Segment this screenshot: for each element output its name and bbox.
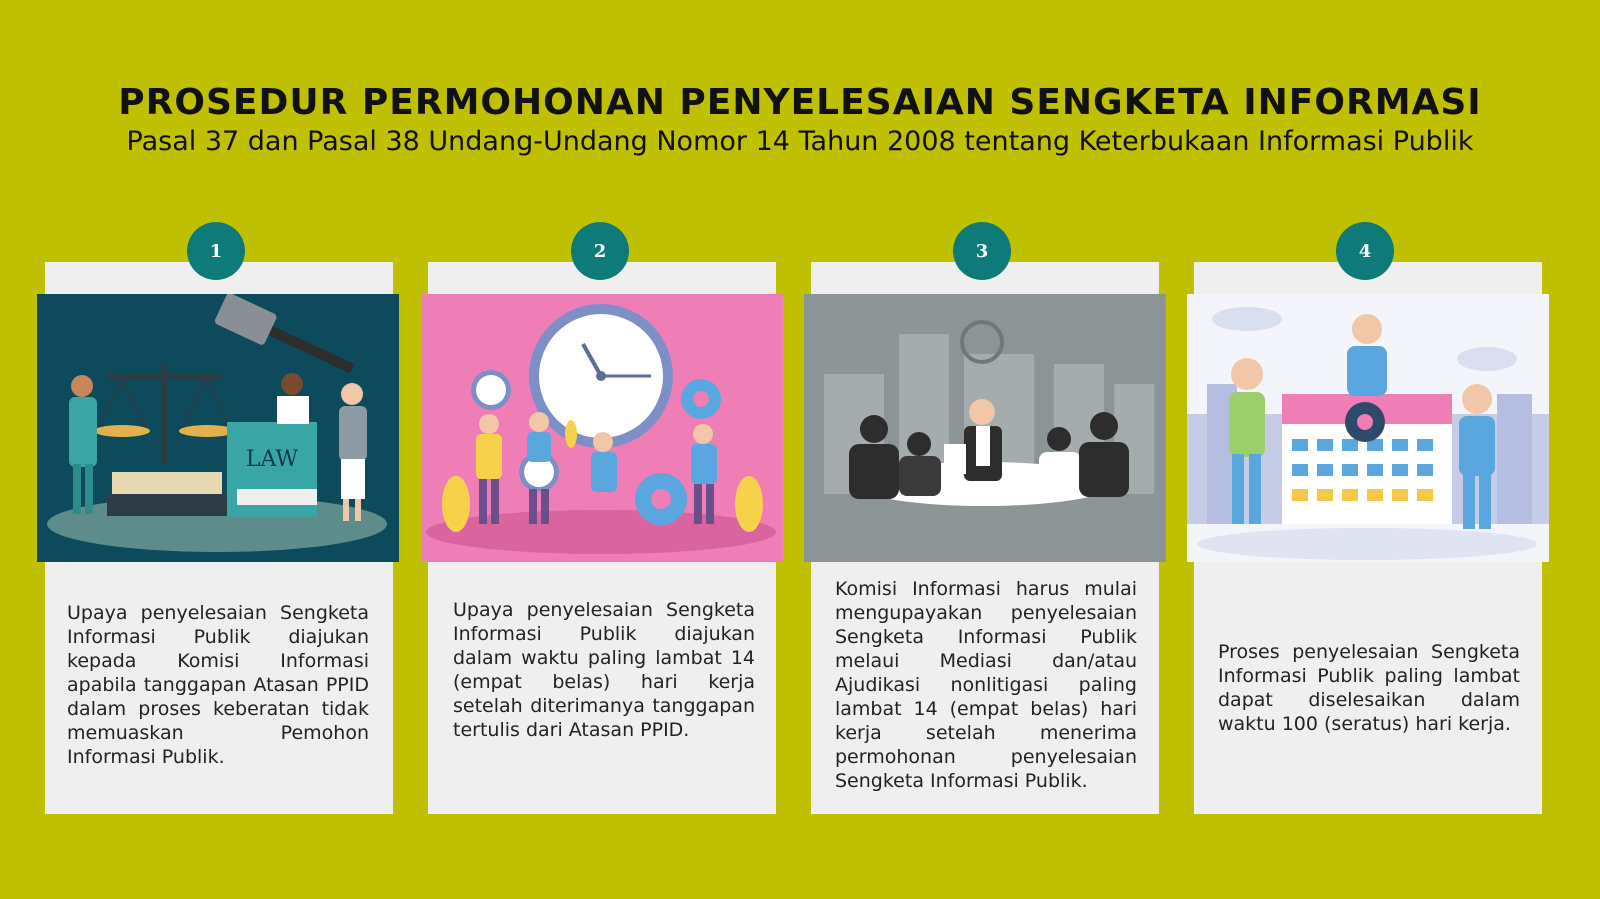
meeting-illustration bbox=[804, 294, 1166, 562]
page-title: PROSEDUR PERMOHONAN PENYELESAIAN SENGKETA INFORMASI bbox=[118, 82, 1482, 123]
law-scales-illustration bbox=[37, 294, 399, 562]
step-text-2: Upaya penyelesaian Sengketa Informasi Publik diajukan dalam waktu paling lambat 14 (empat belas) hari kerja setelah diterimanya tanggapan tertulis dari Atasan PPID. bbox=[453, 599, 755, 741]
step-badge-3: 3 bbox=[953, 222, 1011, 280]
law-book-text: LAW bbox=[245, 447, 299, 472]
step-text-3: Komisi Informasi harus mulai mengupayakan penyelesaian Sengketa Informasi Publik melaui Mediasi dan/atau Ajudikasi nonlitigasi paling lambat 14 (empat belas) hari kerja setelah menerima permohonan penyelesaian Sengketa Informasi Publik. bbox=[835, 578, 1137, 792]
clock-illustration bbox=[421, 294, 783, 562]
calendar-illustration bbox=[1187, 294, 1549, 562]
step-badge-4: 4 bbox=[1336, 222, 1394, 280]
step-badge-1: 1 bbox=[187, 222, 245, 280]
step-text-4: Proses penyelesaian Sengketa Informasi Publik paling lambat dapat diselesaikan dalam waktu 100 (seratus) hari kerja. bbox=[1218, 641, 1520, 735]
step-text-1: Upaya penyelesaian Sengketa Informasi Publik diajukan kepada Komisi Informasi apabila tanggapan Atasan PPID dalam proses keberatan tidak memuaskan Pemohon Informasi Publik. bbox=[67, 602, 369, 768]
step-badge-2: 2 bbox=[571, 222, 629, 280]
page-subtitle: Pasal 37 dan Pasal 38 Undang-Undang Nomor 14 Tahun 2008 tentang Keterbukaan Informasi Publik bbox=[126, 126, 1474, 157]
